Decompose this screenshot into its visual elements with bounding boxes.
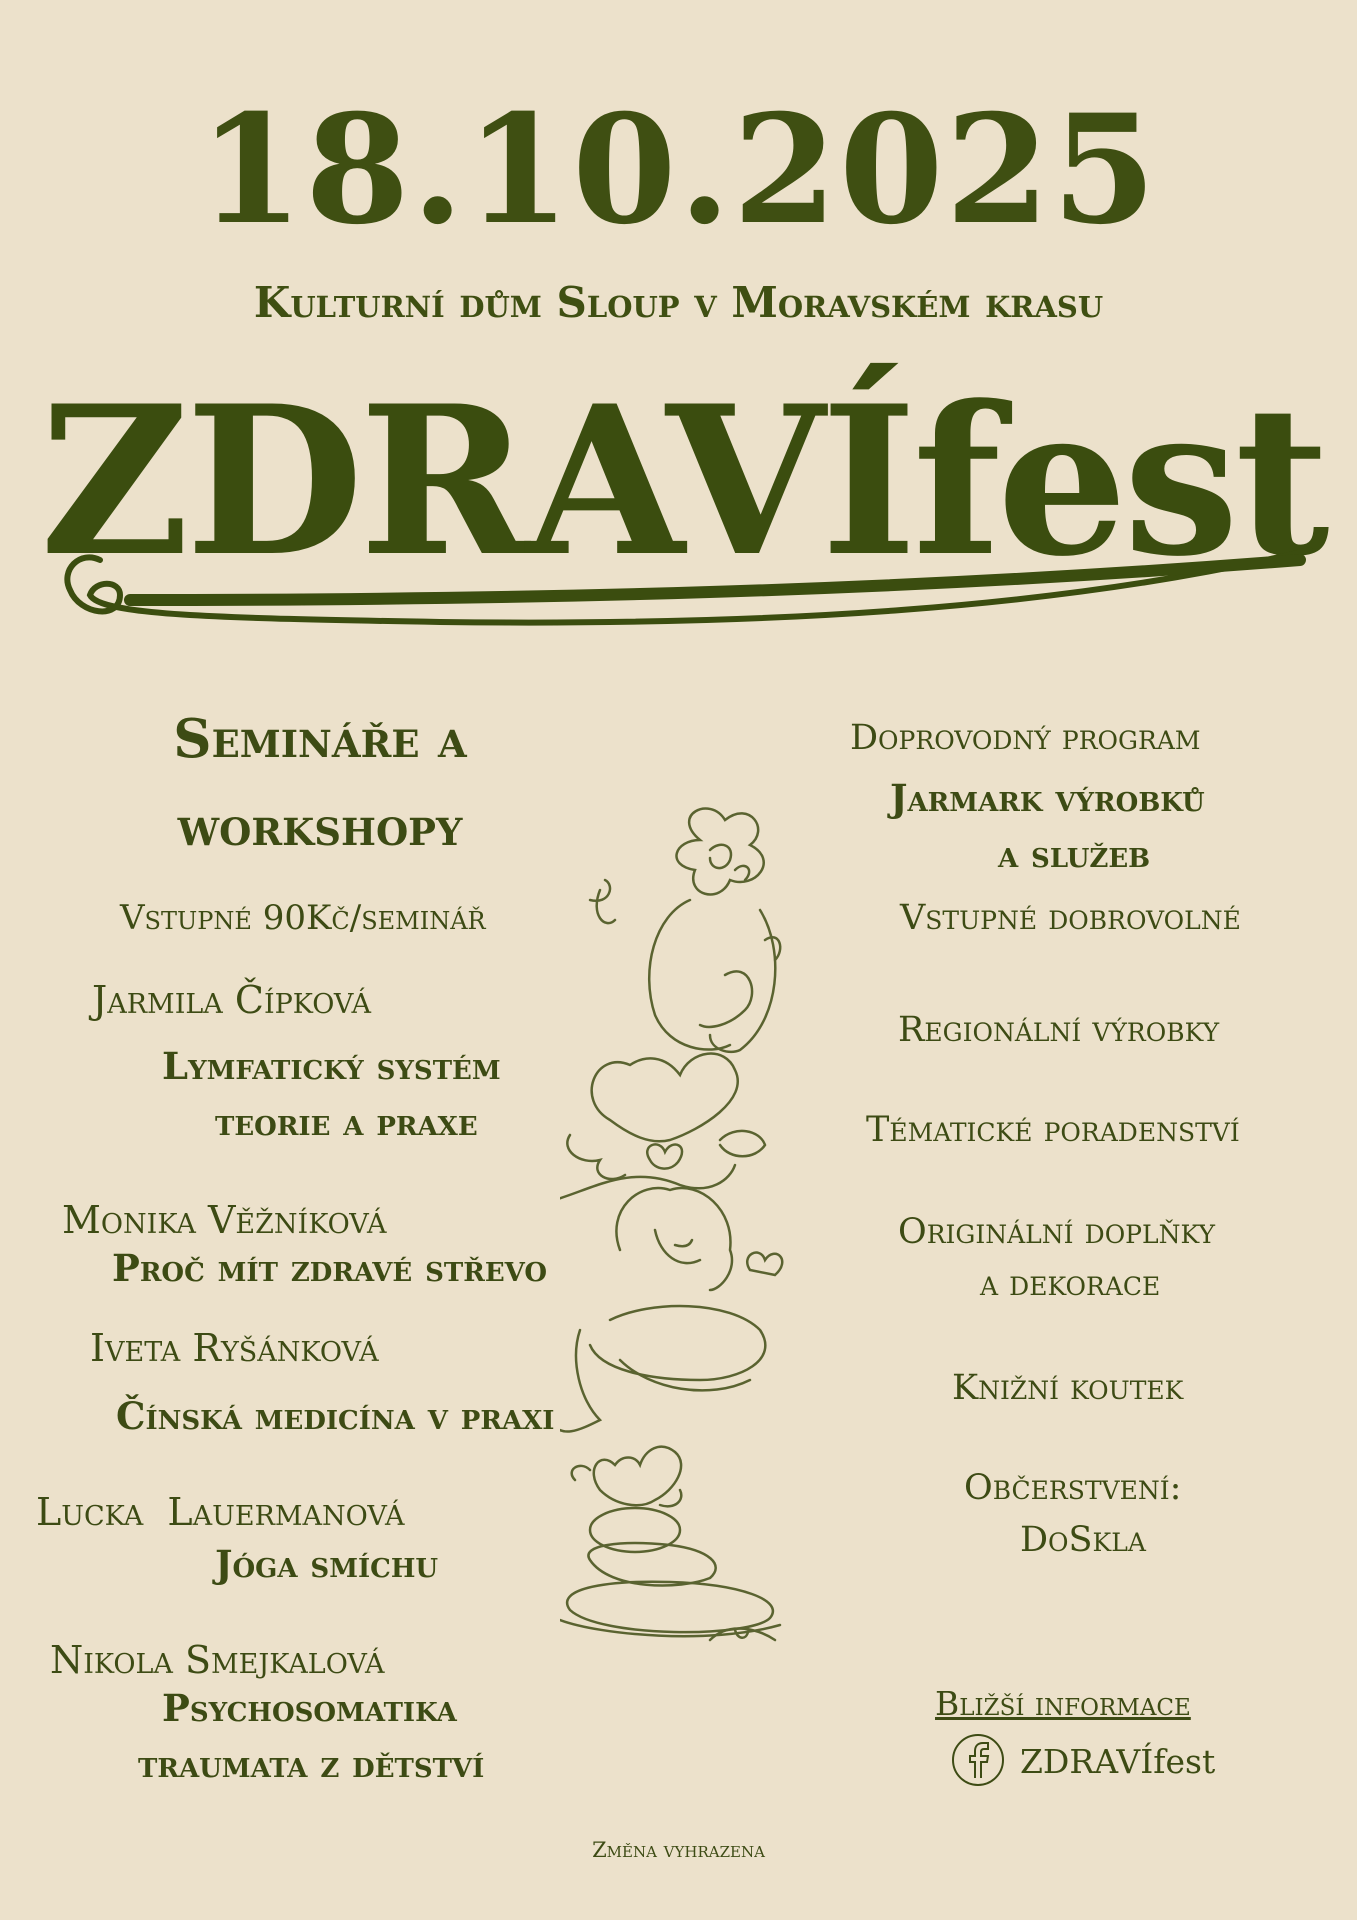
program-item: Občerstvení: xyxy=(964,1468,1182,1508)
seminars-fee: Vstupné 90Kč/seminář xyxy=(120,898,486,938)
market-line2: a služeb xyxy=(998,832,1151,876)
speaker-name: Jarmila Čípková xyxy=(92,978,372,1022)
facebook-icon[interactable] xyxy=(950,1732,1006,1788)
swirl-underline-ornament xyxy=(60,540,1320,660)
program-item: Regionální výrobky xyxy=(898,1010,1220,1050)
seminar-topic: traumata z dětství xyxy=(138,1742,485,1786)
footer-note: Změna vyhrazena xyxy=(592,1838,765,1862)
program-item: Tématické poradenství xyxy=(866,1110,1240,1150)
speaker-name: Iveta Ryšánková xyxy=(90,1326,379,1370)
program-item: Originální doplňky xyxy=(898,1212,1215,1252)
more-info-link[interactable]: Bližší informace xyxy=(935,1684,1191,1723)
speaker-name: Lucka Lauermanová xyxy=(36,1490,405,1534)
market-line1: Jarmark výrobků xyxy=(890,776,1205,820)
festival-title: ZDRAVÍfest xyxy=(40,362,1326,602)
speaker-name: Monika Věžníková xyxy=(62,1198,387,1242)
seminar-topic: Psychosomatika xyxy=(162,1686,457,1730)
speaker-name: Nikola Smejkalová xyxy=(50,1638,385,1682)
venue-name: Kulturní dům Sloup v Moravském krasu xyxy=(253,278,1104,327)
seminars-heading-line1: Semináře a xyxy=(173,708,467,770)
program-item: a dekorace xyxy=(980,1264,1161,1304)
seminar-topic: teorie a praxe xyxy=(215,1100,478,1144)
wellness-line-art-illustration xyxy=(560,800,800,1660)
facebook-page-name[interactable]: ZDRAVÍfest xyxy=(1020,1742,1216,1781)
program-item: Knižní koutek xyxy=(952,1368,1184,1408)
seminar-topic: Jóga smíchu xyxy=(215,1542,439,1586)
program-fee: Vstupné dobrovolné xyxy=(900,898,1241,938)
seminar-topic: Proč mít zdravé střevo xyxy=(112,1246,548,1290)
event-date: 18.10.2025 xyxy=(198,82,1159,258)
program-heading: Doprovodný program xyxy=(850,718,1201,758)
seminar-topic: Čínská medicína v praxi xyxy=(116,1394,555,1438)
seminar-topic: Lymfatický systém xyxy=(162,1044,501,1088)
program-item: DoSkla xyxy=(1020,1520,1146,1560)
seminars-heading-line2: workshopy xyxy=(177,796,463,858)
